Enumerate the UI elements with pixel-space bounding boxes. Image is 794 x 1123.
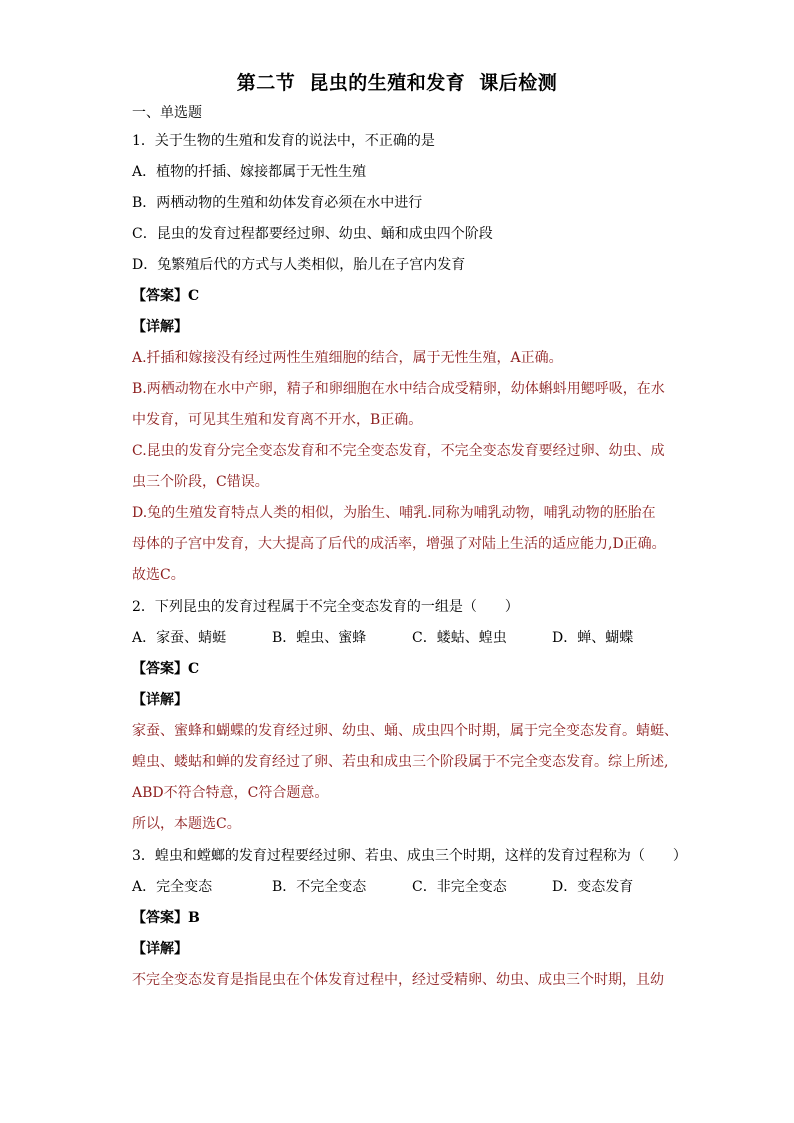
q3-stem: 3．蝗虫和螳螂的发育过程要经过卵、若虫、成虫三个时期，这样的发育过程称为（ ） xyxy=(132,848,687,864)
q2-answer: 【答案】C xyxy=(132,661,200,677)
q2-stem: 2．下列昆虫的发育过程属于不完全变态发育的一组是（ ） xyxy=(132,599,519,615)
q2-option-c: C．蝼蛄、蝗虫 xyxy=(412,630,507,646)
title-topic: 昆虫的生殖和发育 xyxy=(309,72,466,94)
q2-explanation-line: 所以，本题选C。 xyxy=(132,816,241,832)
q1-option-d: D．兔繁殖后代的方式与人类相似，胎儿在子宫内发育 xyxy=(132,257,466,273)
q3-detail-label: 【详解】 xyxy=(132,941,188,957)
q3-option-b: B．不完全变态 xyxy=(272,879,367,895)
q1-option-b: B．两栖动物的生殖和幼体发育必须在水中进行 xyxy=(132,195,423,211)
title-type: 课后检测 xyxy=(479,72,558,94)
q1-explanation-line: B.两栖动物在水中产卵，精子和卵细胞在水中结合成受精卵，幼体蝌蚪用鳃呼吸，在水 xyxy=(132,381,665,397)
q1-explanation-line: A.扦插和嫁接没有经过两性生殖细胞的结合，属于无性生殖，A正确。 xyxy=(132,350,563,366)
q1-explanation-line: 中发育，可见其生殖和发育离不开水，B正确。 xyxy=(132,412,423,428)
q2-options xyxy=(132,629,633,647)
q2-explanation-line: ABD不符合特意，C符合题意。 xyxy=(132,785,329,801)
q3-option-a: A．完全变态 xyxy=(132,879,213,895)
page-title xyxy=(0,68,794,95)
q1-explanation-line: 母体的子宫中发育，大大提高了后代的成活率，增强了对陆上生活的适应能力,D正确。 xyxy=(132,536,666,552)
q1-explanation-line: D.兔的生殖发育特点人类的相似，为胎生、哺乳.同称为哺乳动物，哺乳动物的胚胎在 xyxy=(132,505,656,521)
q2-option-a: A．家蚕、蜻蜓 xyxy=(132,630,227,646)
q2-option-b: B．蝗虫、蜜蜂 xyxy=(272,630,367,646)
q3-answer: 【答案】B xyxy=(132,910,200,926)
q3-options xyxy=(132,878,633,896)
q3-option-d: D．变态发育 xyxy=(552,879,634,895)
q1-option-a: A．植物的扦插、嫁接都属于无性生殖 xyxy=(132,164,367,180)
q2-option-d: D．蝉、蝴蝶 xyxy=(552,630,634,646)
q2-explanation-line: 家蚕、蜜蜂和蝴蝶的发育经过卵、幼虫、蛹、成虫四个时期，属于完全变态发育。蜻蜓、 xyxy=(132,723,678,739)
q1-explanation-line: C.昆虫的发育分完全变态发育和不完全变态发育，不完全变态发育要经过卵、幼虫、成 xyxy=(132,443,665,459)
q1-stem: 1．关于生物的生殖和发育的说法中，不正确的是 xyxy=(132,133,435,149)
q1-explanation-line: 故选C。 xyxy=(132,567,185,583)
q3-option-c: C．非完全变态 xyxy=(412,879,507,895)
q1-answer: 【答案】C xyxy=(132,288,200,304)
q1-option-c: C．昆虫的发育过程都要经过卵、幼虫、蛹和成虫四个阶段 xyxy=(132,226,493,242)
q2-detail-label: 【详解】 xyxy=(132,692,188,708)
q3-explanation-line: 不完全变态发育是指昆虫在个体发育过程中，经过受精卵、幼虫、成虫三个时期，且幼 xyxy=(132,972,664,988)
title-section: 第二节 xyxy=(236,72,296,94)
q1-explanation-line: 虫三个阶段，C错误。 xyxy=(132,474,269,490)
q1-detail-label: 【详解】 xyxy=(132,319,188,335)
q2-explanation-line: 蝗虫、蝼蛄和蝉的发育经过了卵、若虫和成虫三个阶段属于不完全变态发育。综上所述, xyxy=(132,754,669,770)
section-heading: 一、单选题 xyxy=(132,105,202,121)
